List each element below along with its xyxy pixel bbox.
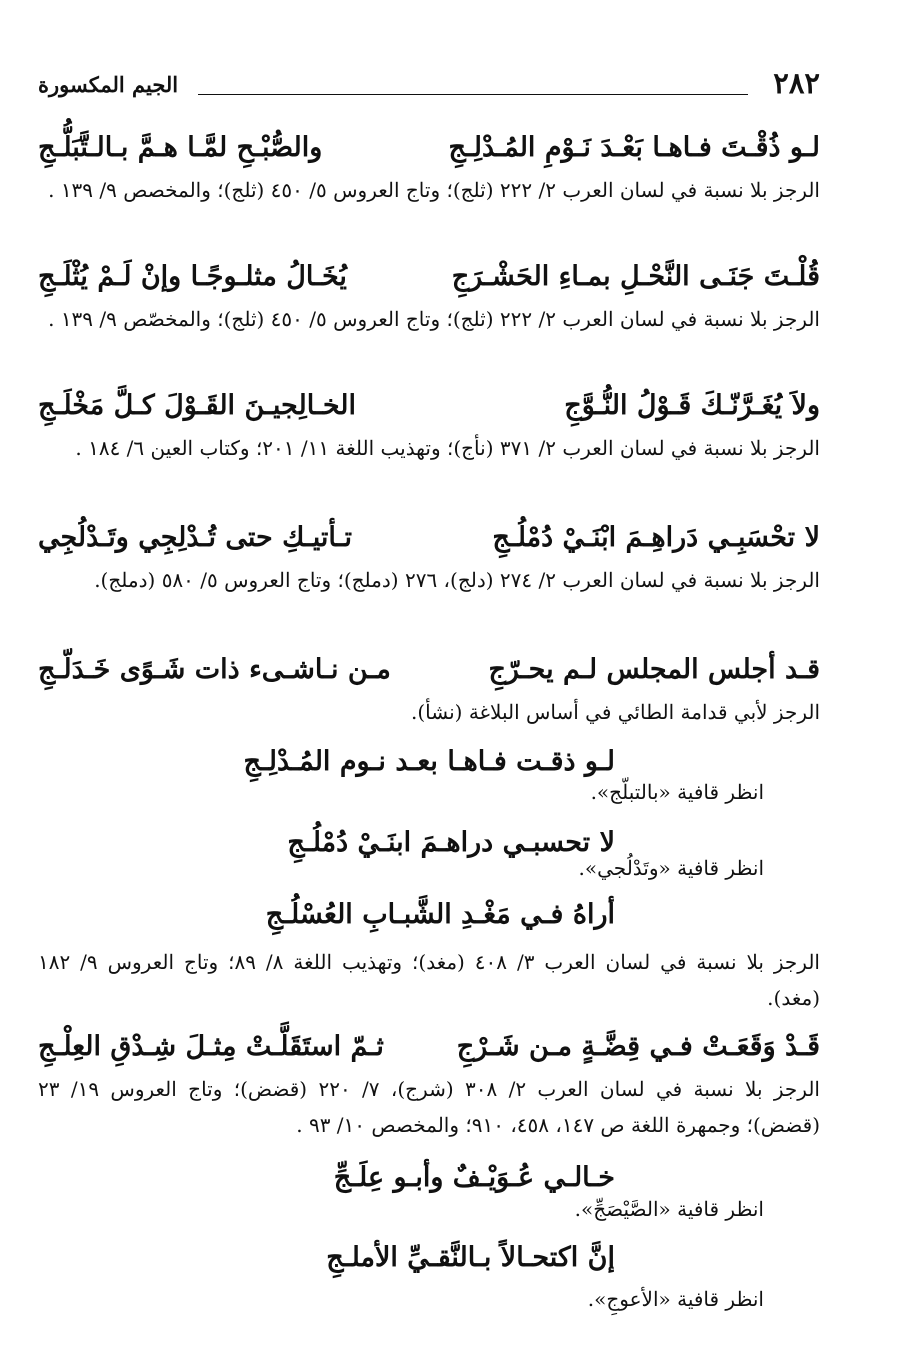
running-title: الجيم المكسورة [38,72,179,97]
poem-entry [38,257,820,337]
first-hemistich: ولاَ يُغَـرَّنّـكَ قَـوْلُ النُّـوَّجِ [564,390,820,421]
second-hemistich: الخـالِجيـنَ القَـوْلَ كـلَّ مَخْلَـجِ [38,390,357,421]
source-note: الرجز بلا نسبة في لسان العرب ٢/ ٢٢٢ (ثلج)؛ وتاج العروس ٥/ ٤٥٠ (ثلج)؛ والمخصص ٩/ ١٣٩ . [48,178,820,202]
source-note: الرجز بلا نسبة في لسان العرب ٢/ ٣٧١ (نأج)؛ وتهذيب اللغة ١١/ ٢٠١؛ وكتاب العين ٦/ ١٨٤ . [75,436,820,460]
verse-line [38,1027,820,1067]
reference-verse: لا تحسبـي دراهـمَ ابنَـيْ دُمْلُـجِ [287,827,615,858]
second-hemistich: مـن نـاشـىء ذات شَـوًى خَـدَلّـجِ [38,654,391,685]
verse-line [38,518,820,558]
verse-line [38,257,820,297]
first-hemistich: لـو ذُقْـتَ فـاهـا بَعْـدَ نَـوْمِ المُـدْلِـجِ [448,132,820,163]
book-page [38,0,820,1360]
reference-note: انظر قافية «الأعوجِ». [587,1287,764,1311]
source-note: الرجز بلا نسبة في لسان العرب ٢/ ٢٧٤ (دلج)، ٢٧٦ (دملج)؛ وتاج العروس ٥/ ٥٨٠ (دملج). [94,568,820,592]
reference-verse: خـالـي عُـوَيْـفٌ وأبـو عِلَـجِّ [333,1162,615,1193]
second-hemistich: والصُّبْـحِ لمَّـا هـمَّ بـالـتَّبَلُّـجِ [38,132,323,163]
source-note: الرجز لأبي قدامة الطائي في أساس البلاغة (نشأ). [411,700,820,724]
poem-entry [38,940,820,1016]
reference-note: انظر قافية «وتَدْلُجي». [578,856,764,880]
poem-entry [38,386,820,466]
page-header [38,62,820,102]
first-hemistich: لا تحْسَبِـي دَراهِـمَ ابْنَـيْ دُمْلُـجِ [492,522,820,553]
reference-note: انظر قافية «بالتبلّج». [590,780,764,804]
second-hemistich: يُخَـالُ مثلـوجًـا وإنْ لَـمْ يُثْلَـجِ [38,261,347,292]
poem-entry [38,128,820,208]
reference-verse: إنَّ اكتحـالاً بـالنَّقـيِّ الأملـجِ [326,1242,615,1273]
single-verse: أراهُ فـي مَغْـدِ الشَّبـابِ العُسْلُـجِ [265,899,615,930]
source-note: الرجز بلا نسبة في لسان العرب ٢/ ٢٢٢ (ثلج)؛ وتاج العروس ٥/ ٤٥٠ (ثلج)؛ والمخصّص ٩/ ١٣٩ . [48,307,820,331]
header-rule [198,94,748,95]
second-hemistich: تـأتيـكِ حتى تُـدْلِجِي وتَـدْلُجِي [38,522,353,553]
verse-line [38,386,820,426]
reference-note: انظر قافية «الصَّيْصَجِّ». [574,1197,764,1221]
first-hemistich: قـد أجلس المجلس لـم يحـرّجِ [488,654,820,685]
verse-line [38,650,820,690]
source-note: الرجز بلا نسبة في لسان العرب ٢/ ٣٠٨ (شرج)، ٧/ ٢٢٠ (قضض)؛ وتاج العروس ١٩/ ٢٣ (قضض)؛ وجمهرة اللغة ص ١٤٧، ٤٥٨، ٩١٠؛ والمخصص ١٠/ ٩٣ . [38,1077,820,1137]
page-number: ٢٨٢ [773,66,820,100]
first-hemistich: قَـدْ وَقَعَـتْ فـي قِضَّـةٍ مـن شَـرْجِ [456,1031,820,1062]
poem-entry [38,1027,820,1143]
second-hemistich: ثـمّ استَقَلَّـتْ مِثـلَ شِـدْقِ العِلْـجِ [38,1031,384,1062]
verse-line [38,128,820,168]
poem-entry [38,650,820,730]
reference-verse: لـو ذقـت فـاهـا بعـد نـوم المُـدْلِـجِ [243,746,615,777]
source-note: الرجز بلا نسبة في لسان العرب ٣/ ٤٠٨ (مغد)؛ وتهذيب اللغة ٨/ ٨٩؛ وتاج العروس ٩/ ١٨٢ (مغد). [38,950,820,1010]
first-hemistich: قُلْـتَ جَنَـى النَّحْـلِ بمـاءِ الحَشْـرَجِ [451,261,820,292]
poem-entry [38,518,820,598]
